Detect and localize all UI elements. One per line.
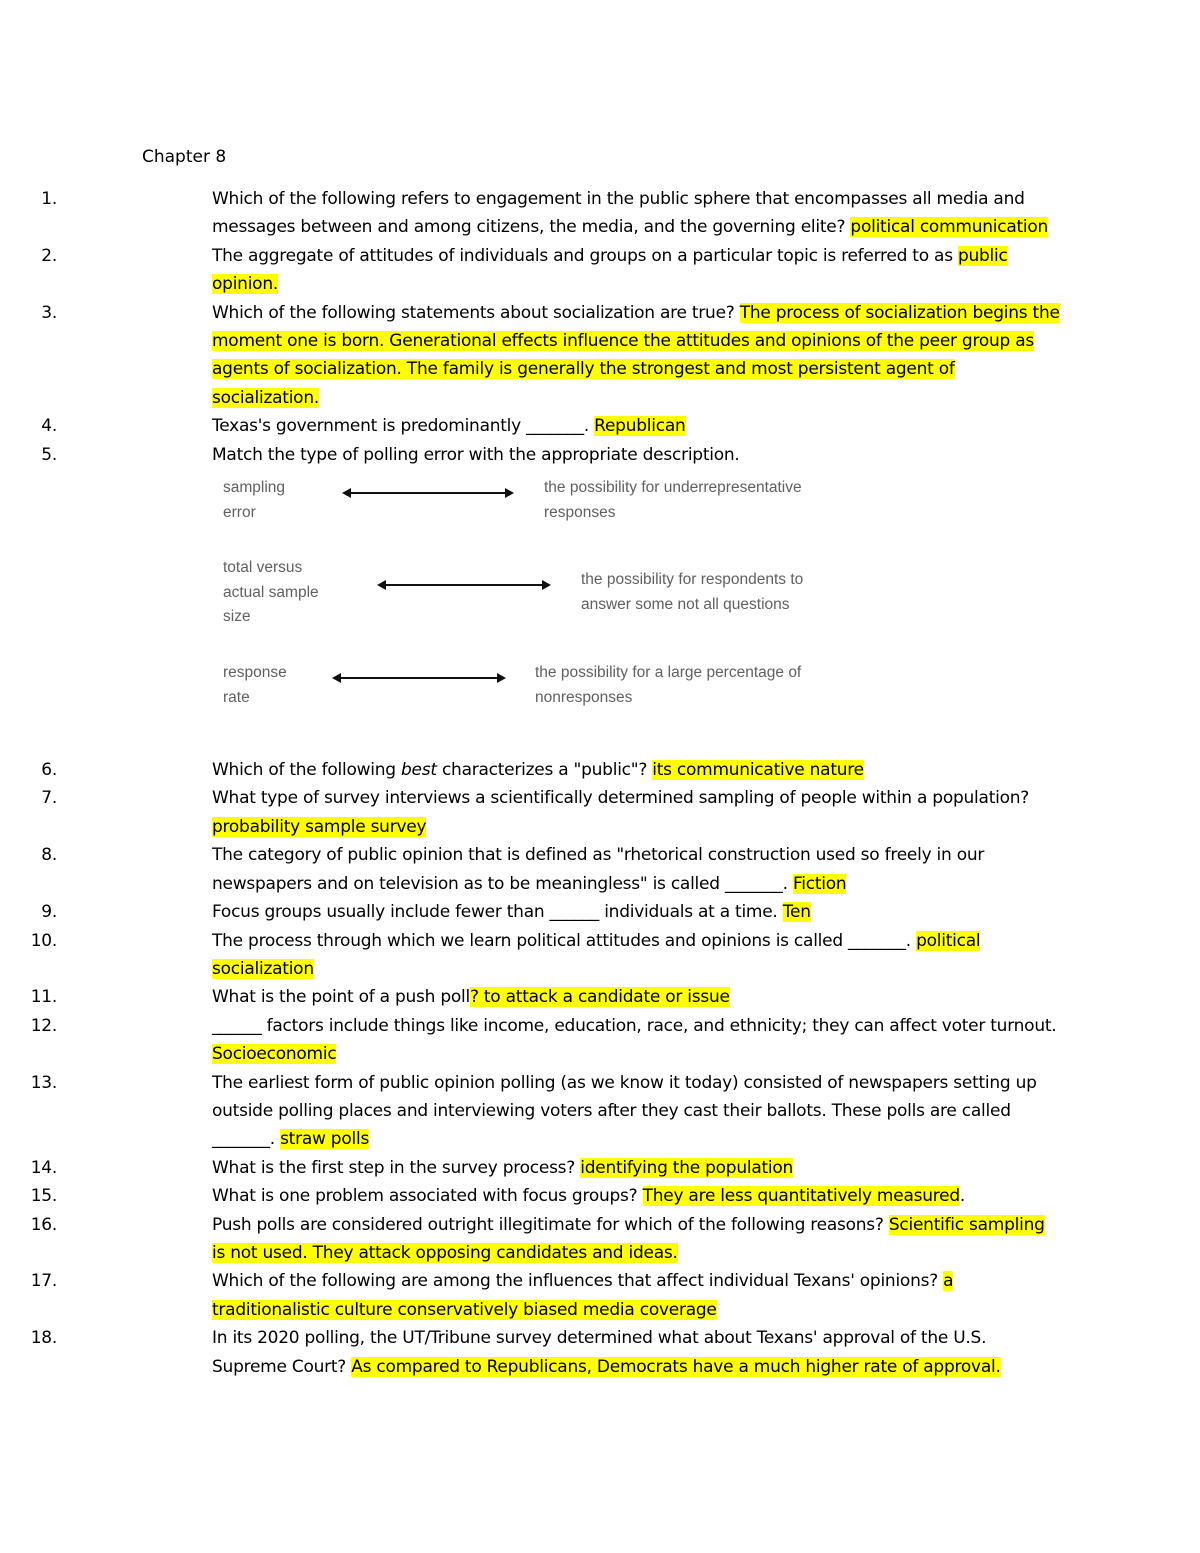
question-text: The aggregate of attitudes of individuals and groups on a particular topic is referred to as [212,245,958,266]
answer-highlight: ? to attack a candidate or issue [469,987,730,1008]
answer-highlight: The process of socialization begins the moment one is born. Generational effects influence the attitudes and opinions of the peer group as agents of socialization. The family is generally the strongest and most persistent agent of socialization. [212,302,1060,408]
question-number: 4. [41,416,57,437]
question-number: 5. [41,444,57,465]
question-number: 18. [30,1328,57,1349]
match-term: response rate [223,664,287,706]
match-pair-1 [212,476,912,526]
question-2 [0,242,1062,299]
question-number: 8. [41,845,57,866]
question-text: ______ factors include things like income, education, race, and ethnicity; they can affect voter turnout. [212,1015,1057,1036]
question-text: What is the point of a push poll [212,987,470,1008]
question-text: What type of survey interviews a scientifically determined sampling of people within a population? [212,788,1030,809]
question-text: Focus groups usually include fewer than ______ individuals at a time. [212,902,783,923]
answer-highlight: identifying the population [580,1157,794,1178]
answer-highlight: Republican [594,416,686,437]
question-text: Which of the following [212,760,402,781]
answer-highlight: political communication [850,217,1049,238]
question-number: 7. [41,788,57,809]
question-text: The process through which we learn political attitudes and opinions is called _______. [212,930,917,951]
question-text: Texas's government is predominantly _______. [212,416,595,437]
question-8 [0,841,1062,898]
question-text: Match the type of polling error with the appropriate description. [212,444,740,465]
question-number: 15. [30,1186,57,1207]
answer-highlight: As compared to Republicans, Democrats have a much higher rate of approval. [351,1356,1001,1377]
match-description: the possibility for respondents to answer some not all questions [581,571,804,613]
question-number: 10. [30,930,57,951]
question-15 [0,1182,1062,1210]
question-18 [0,1324,1062,1381]
question-list [0,185,1200,1381]
matching-diagram [212,469,912,756]
question-4 [0,412,1062,440]
question-17 [0,1267,1062,1324]
question-number: 16. [30,1214,57,1235]
answer-highlight: its communicative nature [652,760,864,781]
question-emphasis: best [401,760,437,781]
match-term: total versus actual sample size [223,559,319,626]
question-13 [0,1069,1062,1154]
question-9 [0,898,1062,926]
question-number: 17. [30,1271,57,1292]
answer-highlight: a traditionalistic culture conservatively biased media coverage [212,1271,954,1320]
answer-highlight: probability sample survey [212,816,427,837]
question-text: Which of the following refers to engagement in the public sphere that encompasses all media and messages between and among citizens, the media, and the governing elite? [212,189,1025,238]
answer-highlight: They are less quantitatively measured [642,1186,960,1207]
question-text: The earliest form of public opinion polling (as we know it today) consisted of newspapers setting up outside polling places and interviewing voters after they cast their ballots. These polls are called _______. [212,1072,1037,1150]
question-6 [0,756,1062,784]
question-number: 6. [41,760,57,781]
answer-highlight: political socialization [212,930,981,979]
question-10 [0,927,1062,984]
question-number: 11. [30,987,57,1008]
double-arrow-icon [379,584,549,586]
answer-highlight: straw polls [280,1129,370,1150]
question-number: 2. [41,245,57,266]
question-text: Which of the following statements about socialization are true? [212,302,740,323]
question-text: The category of public opinion that is defined as "rhetorical construction used so freely in our newspapers and on television as to be meaningless" is called _______. [212,845,985,894]
answer-highlight: public opinion. [212,245,1008,295]
question-text: In its 2020 polling, the UT/Tribune survey determined what about Texans' approval of the U.S. Supreme Court? [212,1328,987,1377]
page-title: Chapter 8 [142,147,227,167]
match-description: the possibility for a large percentage of nonresponses [535,664,802,706]
answer-highlight: Fiction [793,873,847,894]
question-number: 9. [41,902,57,923]
question-7 [0,784,1062,841]
question-5 [0,441,1062,469]
question-text: What is the first step in the survey process? [212,1157,581,1178]
question-number: 12. [30,1015,57,1036]
match-term: sampling error [223,479,286,521]
question-3 [0,299,1062,413]
question-text: characterizes a "public"? [436,760,653,781]
question-11 [0,983,1062,1011]
question-text: Push polls are considered outright illegitimate for which of the following reasons? [212,1214,889,1235]
question-14 [0,1154,1062,1182]
question-number: 13. [30,1072,57,1093]
double-arrow-icon [344,492,512,494]
answer-highlight: Ten [782,902,811,923]
question-text: What is one problem associated with focus groups? [212,1186,643,1207]
match-description: the possibility for underrepresentative responses [544,479,802,521]
question-tail: . [959,1186,966,1207]
question-12 [0,1012,1062,1069]
question-16 [0,1211,1062,1268]
question-number: 3. [41,302,57,323]
matching-diagram-row [0,469,1200,756]
question-number: 14. [30,1157,57,1178]
answer-highlight: Socioeconomic [212,1044,337,1065]
match-pair-2 [212,556,912,631]
double-arrow-icon [334,677,504,679]
question-1 [0,185,1062,242]
match-pair-3 [212,661,912,711]
answer-highlight: Scientific sampling is not used. They attack opposing candidates and ideas. [212,1214,1045,1263]
question-number: 1. [41,189,57,209]
question-text: Which of the following are among the influences that affect individual Texans' opinions? [212,1271,944,1292]
